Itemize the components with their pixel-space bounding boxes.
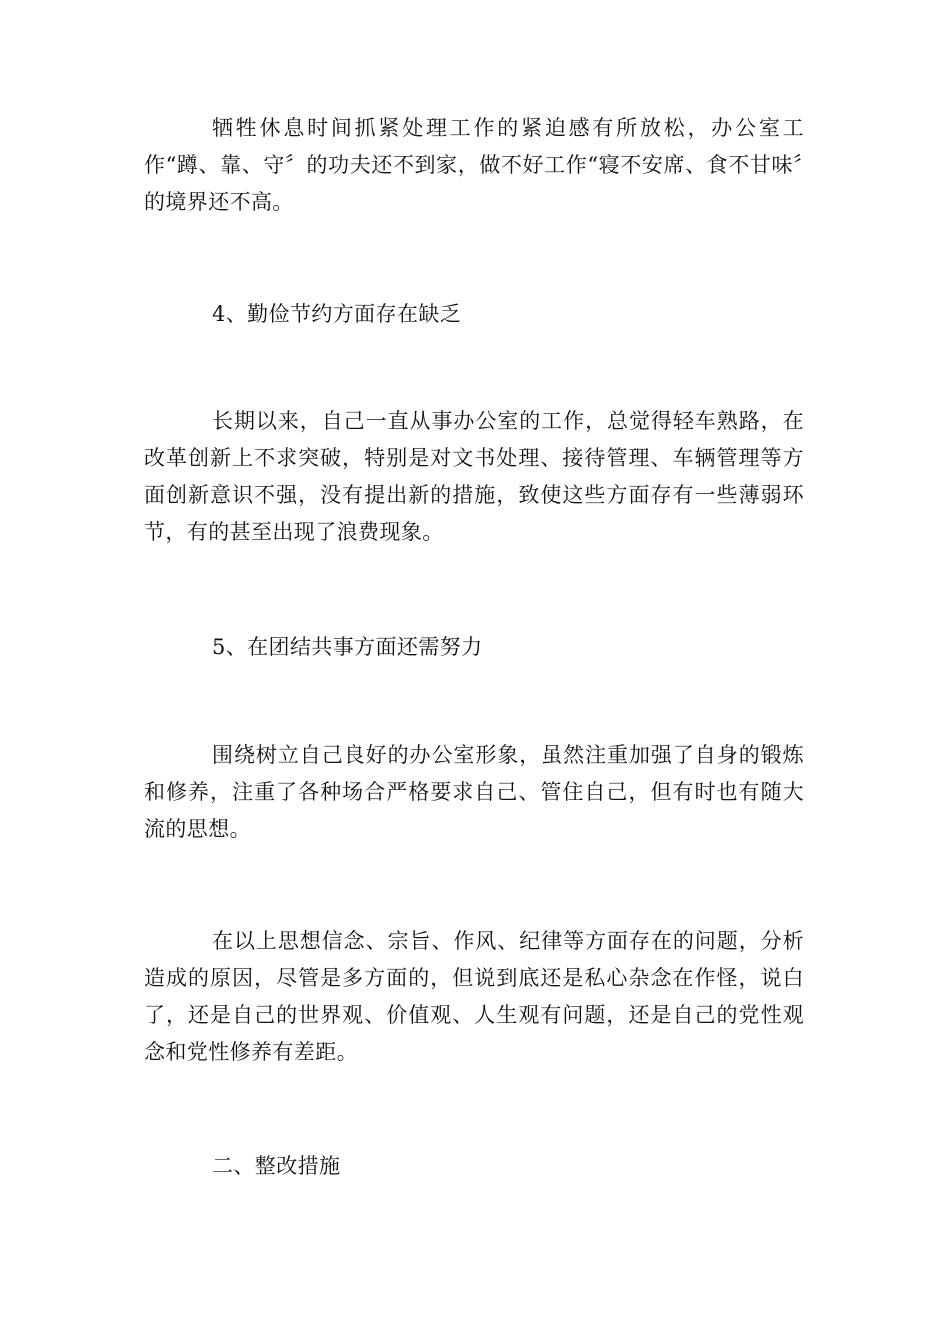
paragraph-office-image: 围绕树立自己良好的办公室形象，虽然注重加强了自身的锻炼和修养，注重了各种场合严格要求自己、管住自己，但有时也有随大流的思想。: [144, 743, 804, 841]
heading-frugality: 4、勤俭节约方面存在缺乏: [212, 302, 462, 326]
heading-unity: 5、在团结共事方面还需努力: [212, 635, 483, 659]
paragraph-work-urgency: 牺牲休息时间抓紧处理工作的紧迫感有所放松，办公室工作“蹲、靠、守〞的功夫还不到家，做不好工作“寝不安席、食不甘味〞的境界还不高。: [144, 116, 804, 214]
heading-rectification-measures: 二、整改措施: [212, 1154, 341, 1178]
paragraph-office-innovation: 长期以来，自己一直从事办公室的工作，总觉得轻车熟路，在改革创新上不求突破，特别是对文书处理、接待管理、车辆管理等方面创新意识不强，没有提出新的措施，致使这些方面存有一些薄弱环节，有的甚至出现了浪费现象。: [144, 409, 804, 544]
paragraph-cause-analysis: 在以上思想信念、宗旨、作风、纪律等方面存在的问题，分析造成的原因，尽管是多方面的，但说到底还是私心杂念在作怪，说白了，还是自己的世界观、价值观、人生观有问题，还是自己的党性观念和党性修养有差距。: [144, 929, 804, 1064]
